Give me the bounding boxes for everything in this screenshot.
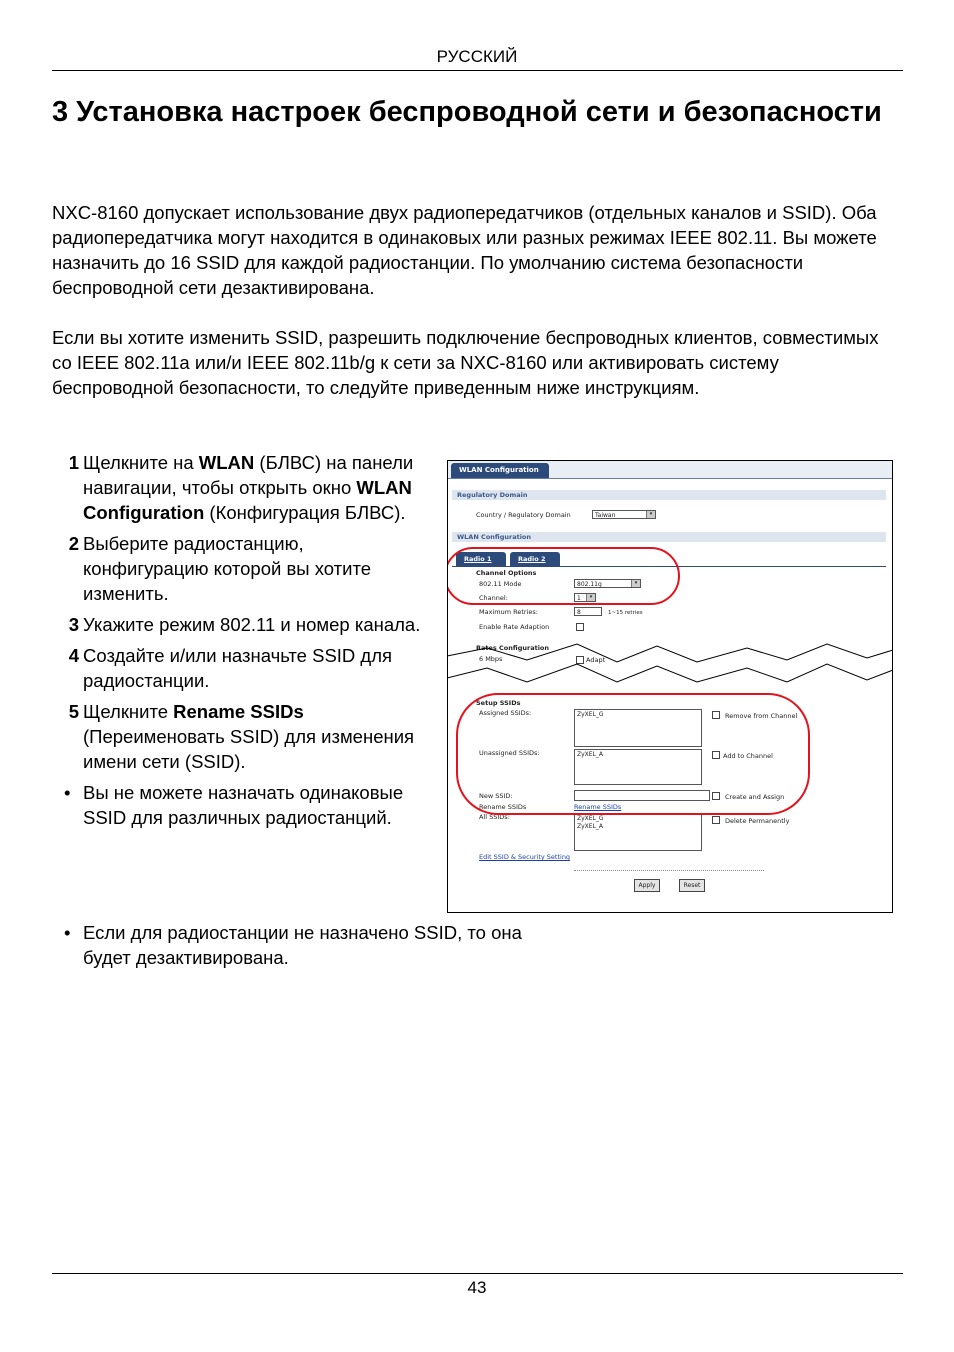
assigned-ssids-label: Assigned SSIDs: xyxy=(479,709,532,717)
rate-adaption-checkbox[interactable] xyxy=(576,623,584,631)
page-header-language: РУССКИЙ xyxy=(436,47,518,66)
intro-paragraph: NXC-8160 допускает использование двух радиопередатчиков (отдельных каналов и SSID). Оба радиопередатчика могут находится в одинаковых или разных режимах IEEE 802.11. Вы можете назначить до 16 SSID для каждой радиостанции. По умолчанию система безопасности беспроводной сети дезактивирована. xyxy=(52,202,877,298)
regulatory-domain-heading: Regulatory Domain xyxy=(452,490,886,500)
rate-label: 6 Mbps xyxy=(479,655,503,663)
channel-options-heading: Channel Options xyxy=(476,569,537,577)
header-rule xyxy=(52,70,903,71)
bullet-dot: • xyxy=(64,782,71,803)
retries-label: Maximum Retries: xyxy=(479,608,538,616)
step-number: 5 xyxy=(68,701,79,722)
setup-ssids-heading: Setup SSIDs xyxy=(476,699,521,707)
bullet-item xyxy=(52,780,422,830)
divider xyxy=(574,870,764,871)
all-ssids-list[interactable] xyxy=(574,813,702,851)
page-number: 43 xyxy=(467,1278,487,1297)
list-item[interactable]: ZyXEL_A xyxy=(577,751,604,758)
step-number: 3 xyxy=(68,614,79,635)
new-ssid-label: New SSID: xyxy=(479,792,513,800)
add-to-channel-label: Add to Channel xyxy=(723,752,773,760)
mode-label: 802.11 Mode xyxy=(479,580,522,588)
footer-rule xyxy=(52,1273,903,1274)
step-number: 4 xyxy=(68,645,79,666)
step-emphasis: WLAN xyxy=(198,452,255,473)
retries-input[interactable]: 8 xyxy=(574,607,602,616)
reset-button[interactable]: Reset xyxy=(679,879,705,892)
radio-highlight-oval xyxy=(447,547,680,605)
list-item[interactable]: ZyXEL_G xyxy=(577,815,604,822)
rates-configuration-heading: Rates Configuration xyxy=(476,644,550,652)
dropdown-arrow-icon: ▾ xyxy=(646,511,655,518)
step-1 xyxy=(52,450,422,525)
tear-edge-graphic xyxy=(447,638,893,684)
country-select[interactable] xyxy=(592,510,656,519)
steps-list xyxy=(52,450,422,839)
step-emphasis: Rename SSIDs xyxy=(173,701,304,722)
remove-from-channel-label: Remove from Channel xyxy=(725,712,798,720)
dropdown-arrow-icon: ▾ xyxy=(586,594,595,601)
step-text: Укажите режим 802.11 и номер канала. xyxy=(83,614,421,635)
list-item[interactable]: ZyXEL_A xyxy=(577,823,604,830)
step-text: Щелкните xyxy=(83,701,174,722)
tear-line-lower xyxy=(447,664,893,682)
channel-value: 1 xyxy=(577,595,581,602)
adapt-label: Adapt xyxy=(586,656,606,664)
delete-permanently-label: Delete Permanently xyxy=(725,817,790,825)
step-number: 1 xyxy=(68,452,79,473)
step-text: Щелкните на xyxy=(83,452,199,473)
edit-ssid-security-link[interactable]: Edit SSID & Security Setting xyxy=(479,853,571,861)
channel-label: Channel: xyxy=(479,594,508,602)
step-text: (Переименовать SSID) для изменения имени сети (SSID). xyxy=(83,726,415,772)
rename-ssids-link[interactable]: Rename SSIDs xyxy=(574,803,622,811)
delete-permanently-checkbox[interactable] xyxy=(712,816,720,824)
list-item[interactable]: ZyXEL_G xyxy=(577,711,604,718)
step-text: Создайте и/или назначьте SSID для радиостанции. xyxy=(83,645,393,691)
rename-ssids-label: Rename SSIDs xyxy=(479,803,527,811)
step-3 xyxy=(52,612,422,637)
step-4 xyxy=(52,643,422,693)
dropdown-arrow-icon: ▾ xyxy=(631,580,640,587)
country-label: Country / Regulatory Domain xyxy=(476,511,571,519)
retries-hint: 1~15 retries xyxy=(608,610,643,616)
tab-bar xyxy=(448,461,892,479)
bullet-dot: • xyxy=(64,922,71,943)
step-number: 2 xyxy=(68,533,79,554)
ssid-highlight-oval xyxy=(456,693,810,815)
tab-radio-2[interactable]: Radio 2 xyxy=(510,552,560,567)
bullet-text: Если для радиостанции не назначено SSID, то она будет дезактивирована. xyxy=(83,922,522,968)
country-value: Taiwan xyxy=(595,512,616,519)
wlan-configuration-screenshot xyxy=(447,460,893,913)
rate-adaption-label: Enable Rate Adaption xyxy=(479,623,550,631)
section-title: 3 Установка настроек беспроводной сети и безопасности xyxy=(52,96,882,128)
all-ssids-label: All SSIDs: xyxy=(479,813,510,821)
wlan-configuration-heading: WLAN Configuration xyxy=(452,532,886,542)
unassigned-ssids-label: Unassigned SSIDs: xyxy=(479,749,540,757)
create-and-assign-label: Create and Assign xyxy=(725,793,785,801)
bullet-item xyxy=(52,920,572,979)
tab-wlan-configuration[interactable]: WLAN Configuration xyxy=(451,463,549,478)
step-2 xyxy=(52,531,422,606)
tab-radio-1[interactable]: Radio 1 xyxy=(456,552,506,567)
tear-line-upper xyxy=(447,644,893,662)
step-text: (БЛВС) на панели навигации, чтобы открыть окно xyxy=(83,452,414,498)
step-text: (Конфигурация БЛВС). xyxy=(204,502,406,523)
apply-button[interactable]: Apply xyxy=(634,879,660,892)
step-emphasis: WLAN Configuration xyxy=(83,477,412,523)
step-text: Выберите радиостанцию, конфигурацию которой вы хотите изменить. xyxy=(83,533,372,604)
step-5 xyxy=(52,699,422,774)
instructions-paragraph: Если вы хотите изменить SSID, разрешить подключение беспроводных клиентов, совместимых со IEEE 802.11a или/и IEEE 802.11b/g к сети за NXC-8160 или активировать систему беспроводной безопасности, то следуйте приведенным ниже инструкциям. xyxy=(52,327,879,398)
mode-value: 802.11g xyxy=(577,581,602,588)
bullet-text: Вы не можете назначать одинаковые SSID для различных радиостанций. xyxy=(83,782,404,828)
